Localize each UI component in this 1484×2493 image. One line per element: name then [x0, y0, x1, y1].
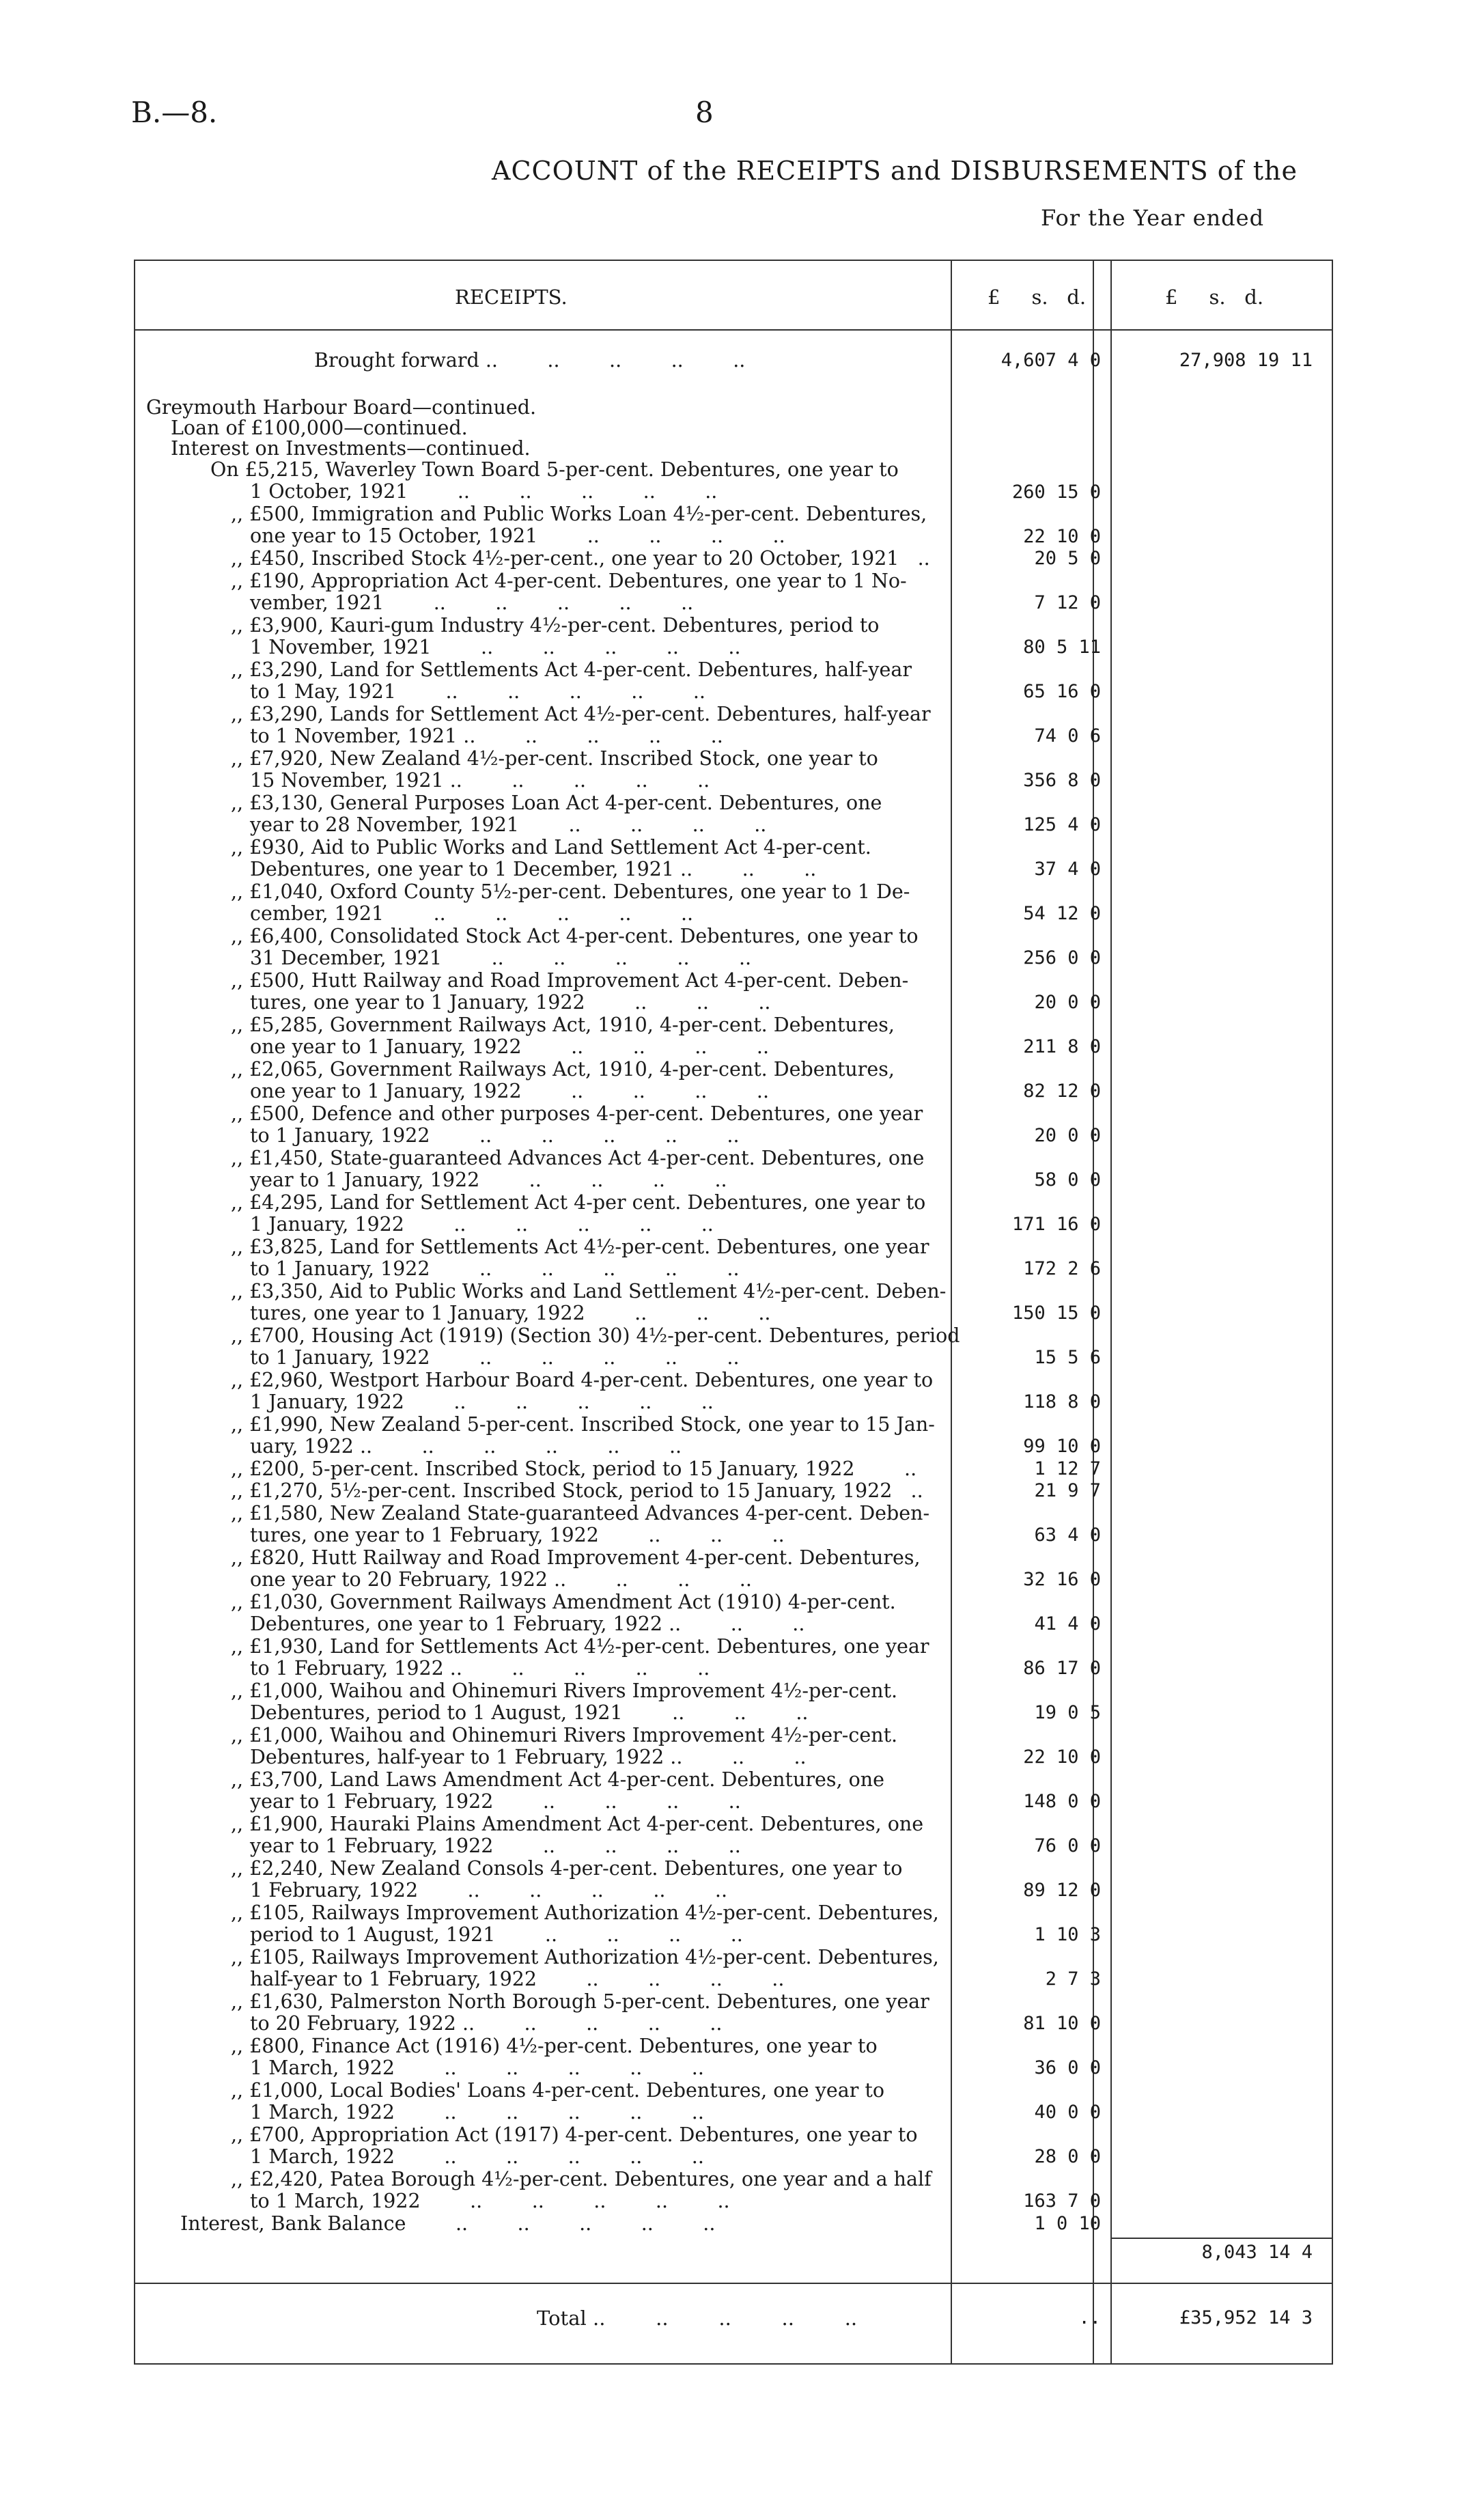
row-description-line: year to 1 February, 1922 .. .. .. ..	[250, 1834, 741, 1857]
row-description	[134, 748, 950, 792]
row-amount: 37 4 0	[1034, 859, 1101, 880]
row-description	[134, 2035, 950, 2079]
row-description	[134, 1236, 950, 1280]
row-description	[134, 1369, 950, 1413]
row-description-line: ,, £1,930, Land for Settlements Act 4½-per-cent. Debentures, one year	[231, 1634, 929, 1658]
row-amount: 148 0 0	[1023, 1791, 1101, 1812]
row-description-line: ,, £1,000, Waihou and Ohinemuri Rivers Improvement 4½-per-cent.	[231, 1723, 898, 1746]
row-amount: 86 17 0	[1023, 1658, 1101, 1679]
row-description	[134, 1480, 950, 1502]
row-description	[134, 792, 950, 836]
row-amount: 54 12 0	[1023, 903, 1101, 924]
brought-forward-amount2: 27,908 19 11	[1179, 350, 1313, 371]
row-amount: 211 8 0	[1023, 1036, 1101, 1057]
row-description-line: ,, £700, Housing Act (1919) (Section 30) 4½-per-cent. Debentures, period	[231, 1324, 960, 1347]
row-amount: 20 0 0	[1034, 992, 1101, 1013]
table-bottom-rule	[134, 2363, 1333, 2365]
row-description	[134, 1192, 950, 1236]
row-description-line: ,, £2,420, Patea Borough 4½-per-cent. Debentures, one year and a half	[231, 2167, 932, 2190]
row-description-line: 1 January, 1922 .. .. .. .. ..	[250, 1390, 714, 1413]
row-amount: 356 8 0	[1023, 770, 1101, 791]
row-description-line: one year to 1 January, 1922 .. .. .. ..	[250, 1079, 770, 1102]
row-description-line: ,, £2,960, Westport Harbour Board 4-per-cent. Debentures, one year to	[231, 1368, 934, 1391]
row-description-line: ,, £1,450, State-guaranteed Advances Act 4-per-cent. Debentures, one	[231, 1146, 925, 1169]
row-description	[134, 1458, 950, 1480]
row-description-line: ,, £105, Railways Improvement Authorization 4½-per-cent. Debentures,	[231, 1901, 939, 1924]
row-description-line: ,, £2,240, New Zealand Consols 4-per-cent. Debentures, one year to	[231, 1856, 903, 1880]
row-description	[134, 1991, 950, 2035]
row-amount: 7 12 0	[1034, 592, 1101, 613]
section-loan: Loan of £100,000—continued.	[171, 417, 468, 439]
row-amount: 172 2 6	[1023, 1258, 1101, 1279]
row-description-line: to 1 November, 1921 .. .. .. .. ..	[250, 724, 723, 747]
row-amount: 171 16 0	[1011, 1214, 1101, 1235]
row-description-line: ,, £1,040, Oxford County 5½-per-cent. Debentures, one year to 1 De-	[231, 880, 910, 903]
row-description-line: ,, £3,130, General Purposes Loan Act 4-per-cent. Debentures, one	[231, 791, 882, 814]
row-description-line: uary, 1922 .. .. .. .. .. ..	[250, 1434, 682, 1458]
row-description-line: ,, £3,825, Land for Settlements Act 4½-per-cent. Debentures, one year	[231, 1235, 929, 1258]
row-description-line: ,, £1,000, Waihou and Ohinemuri Rivers Improvement 4½-per-cent.	[231, 1679, 898, 1702]
row-description	[134, 881, 950, 925]
row-description	[134, 1324, 960, 1369]
row-description	[134, 1636, 950, 1680]
row-description-line: 1 October, 1921 .. .. .. .. ..	[250, 480, 718, 503]
brought-forward-label: Brought forward .. .. .. .. ..	[314, 349, 746, 372]
row-description-line: Debentures, period to 1 August, 1921 .. .. ..	[250, 1701, 809, 1724]
row-amount: 81 10 0	[1023, 2013, 1101, 2034]
col-header-amount1: £ s. d.	[988, 285, 1087, 309]
col-header-receipts: RECEIPTS.	[455, 285, 568, 309]
row-description-line: ,, £700, Appropriation Act (1917) 4-per-cent. Debentures, one year to	[231, 2123, 918, 2146]
page-subtitle: For the Year ended	[1041, 205, 1265, 231]
row-amount: 260 15 0	[1011, 481, 1101, 503]
row-description-line: to 1 May, 1921 .. .. .. .. ..	[250, 680, 705, 703]
row-description	[134, 837, 950, 880]
row-amount: 40 0 0	[1034, 2102, 1101, 2123]
page-number: 8	[695, 96, 714, 129]
bank-interest-label: Interest, Bank Balance .. .. .. .. ..	[180, 2212, 716, 2235]
col-header-amount2: £ s. d.	[1165, 285, 1264, 309]
row-description-line: to 1 March, 1922 .. .. .. .. ..	[250, 2189, 730, 2212]
row-description-line: ,, £1,630, Palmerston North Borough 5-per-cent. Debentures, one year	[231, 1990, 929, 2013]
row-amount: 65 16 0	[1023, 681, 1101, 702]
row-amount: 82 12 0	[1023, 1081, 1101, 1102]
row-description-line: ,, £1,030, Government Railways Amendment Act (1910) 4-per-cent.	[231, 1590, 896, 1613]
row-description-line: tures, one year to 1 January, 1922 .. .. ..	[250, 1301, 771, 1324]
row-description	[134, 1947, 950, 1990]
row-description-line: 31 December, 1921 .. .. .. .. ..	[250, 946, 752, 969]
row-description-line: year to 1 January, 1922 .. .. .. ..	[250, 1168, 727, 1191]
row-description-line: year to 28 November, 1921 .. .. .. ..	[250, 813, 767, 836]
row-description-line: year to 1 February, 1922 .. .. .. ..	[250, 1789, 741, 1813]
row-description-line: ,, £500, Hutt Railway and Road Improvement Act 4-per-cent. Deben-	[231, 969, 909, 992]
row-amount: 118 8 0	[1023, 1391, 1101, 1412]
row-description	[134, 2169, 950, 2212]
row-description	[134, 659, 950, 703]
row-amount: 22 10 0	[1023, 525, 1101, 547]
row-description-line: ,, £1,000, Local Bodies' Loans 4-per-cent. Debentures, one year to	[231, 2078, 884, 2102]
row-description-line: ,, £800, Finance Act (1916) 4½-per-cent. Debentures, one year to	[231, 2034, 878, 2057]
row-description-line: ,, £105, Railways Improvement Authorization 4½-per-cent. Debentures,	[231, 1945, 939, 1968]
row-amount: 99 10 0	[1023, 1436, 1101, 1457]
row-amount: 20 5 0	[1034, 548, 1101, 569]
row-amount: 36 0 0	[1034, 2057, 1101, 2078]
section-interest: Interest on Investments—continued.	[171, 437, 531, 460]
row-description-line: On £5,215, Waverley Town Board 5-per-cent. Debentures, one year to	[210, 458, 899, 481]
row-description	[134, 1414, 950, 1458]
row-description-line: ,, £1,990, New Zealand 5-per-cent. Inscribed Stock, one year to 15 Jan-	[231, 1412, 935, 1436]
page-title: ACCOUNT of the RECEIPTS and DISBURSEMENTS of the	[492, 156, 1298, 186]
row-description	[134, 925, 950, 969]
row-description-line: ,, £450, Inscribed Stock 4½-per-cent., one year to 20 October, 1921 ..	[231, 547, 930, 570]
row-amount: 15 5 6	[1034, 1347, 1101, 1368]
row-description-line: one year to 1 January, 1922 .. .. .. ..	[250, 1035, 770, 1058]
row-description-line: ,, £820, Hutt Railway and Road Improvement 4-per-cent. Debentures,	[231, 1546, 921, 1569]
row-description-line: ,, £3,700, Land Laws Amendment Act 4-per-cent. Debentures, one	[231, 1768, 884, 1791]
table-top-rule	[134, 260, 1333, 261]
row-description	[134, 548, 950, 570]
row-amount: 76 0 0	[1034, 1835, 1101, 1856]
row-description-line: half-year to 1 February, 1922 .. .. .. ..	[250, 1967, 785, 1990]
row-amount: 1 12 7	[1034, 1458, 1101, 1479]
brought-forward-row	[134, 350, 1333, 373]
row-description	[134, 1725, 950, 1768]
col-divider-1	[951, 260, 952, 2365]
row-description-line: 1 March, 1922 .. .. .. .. ..	[250, 2100, 704, 2123]
row-description	[134, 1014, 950, 1058]
bank-interest-amount: 1 0 10	[1034, 2212, 1101, 2234]
row-description-line: ,, £200, 5-per-cent. Inscribed Stock, period to 15 January, 1922 ..	[231, 1457, 917, 1480]
row-amount: 125 4 0	[1023, 814, 1101, 835]
row-description-line: ,, £5,285, Government Railways Act, 1910, 4-per-cent. Debentures,	[231, 1013, 895, 1036]
row-amount: 41 4 0	[1034, 1613, 1101, 1634]
row-description	[134, 1858, 950, 1902]
row-description-line: cember, 1921 .. .. .. .. ..	[250, 902, 694, 925]
subtotal-amount: 8,043 14 4	[1201, 2242, 1313, 2263]
row-description-line: ,, £500, Defence and other purposes 4-per-cent. Debentures, one year	[231, 1102, 923, 1125]
row-description-line: ,, £930, Aid to Public Works and Land Settlement Act 4-per-cent.	[231, 835, 871, 859]
row-amount: 28 0 0	[1034, 2146, 1101, 2167]
row-amount: 21 9 7	[1034, 1480, 1101, 1501]
row-amount: 2 7 3	[1045, 1968, 1101, 1990]
row-description-line: tures, one year to 1 January, 1922 .. .. ..	[250, 990, 771, 1014]
row-amount: 163 7 0	[1023, 2190, 1101, 2212]
row-description-line: to 20 February, 1922 .. .. .. .. ..	[250, 2011, 723, 2035]
header-bottom-rule	[134, 329, 1333, 331]
row-description	[134, 1591, 950, 1635]
row-description-line: ,, £500, Immigration and Public Works Loan 4½-per-cent. Debentures,	[231, 503, 927, 525]
col-divider-3	[1110, 260, 1112, 2365]
row-description-line: to 1 January, 1922 .. .. .. .. ..	[250, 1346, 740, 1369]
receipts-table	[134, 260, 1333, 2365]
row-amount: 1 10 3	[1034, 1924, 1101, 1945]
row-amount: 74 0 6	[1034, 725, 1101, 747]
row-description-line: one year to 15 October, 1921 .. .. .. ..	[250, 525, 785, 547]
row-description	[134, 1147, 950, 1191]
row-description	[134, 503, 950, 547]
row-description-line: tures, one year to 1 February, 1922 .. .. ..	[250, 1523, 785, 1546]
total-amount2: £35,952 14 3	[1179, 2307, 1313, 2328]
row-amount: 80 5 11	[1023, 637, 1101, 658]
row-description-line: ,, £4,295, Land for Settlement Act 4-per cent. Debentures, one year to	[231, 1190, 926, 1214]
total-amount1: ..	[1078, 2307, 1101, 2328]
row-description	[134, 615, 950, 658]
right-border	[1332, 260, 1333, 2365]
row-description-line: Debentures, one year to 1 December, 1921 .. .. ..	[250, 857, 817, 880]
row-amount: 63 4 0	[1034, 1524, 1101, 1546]
row-description-line: Debentures, half-year to 1 February, 1922 .. .. ..	[250, 1745, 807, 1768]
row-description	[134, 2124, 950, 2168]
row-description	[134, 1503, 950, 1546]
row-description-line: 15 November, 1921 .. .. .. .. ..	[250, 768, 710, 792]
row-description-line: vember, 1921 .. .. .. .. ..	[250, 591, 694, 614]
row-amount: 22 10 0	[1023, 1746, 1101, 1768]
row-description	[134, 1281, 950, 1324]
row-description-line: to 1 January, 1922 .. .. .. .. ..	[250, 1124, 740, 1147]
row-description	[134, 570, 950, 614]
row-description-line: ,, £1,900, Hauraki Plains Amendment Act 4-per-cent. Debentures, one	[231, 1812, 924, 1835]
section-board: Greymouth Harbour Board—continued.	[146, 396, 537, 419]
total-rule	[134, 2283, 1333, 2284]
row-description-line: ,, £3,350, Aid to Public Works and Land Settlement 4½-per-cent. Deben-	[231, 1279, 947, 1303]
row-amount: 256 0 0	[1023, 947, 1101, 969]
row-description-line: ,, £1,270, 5½-per-cent. Inscribed Stock, period to 15 January, 1922 ..	[231, 1479, 923, 1502]
row-description	[134, 1902, 950, 1946]
row-description-line: 1 March, 1922 .. .. .. .. ..	[250, 2056, 704, 2079]
page-ref: B.—8.	[131, 96, 218, 129]
row-description-line: 1 November, 1921 .. .. .. .. ..	[250, 635, 741, 658]
total-label: Total .. .. .. .. ..	[537, 2307, 858, 2330]
row-amount: 150 15 0	[1011, 1303, 1101, 1324]
row-description	[134, 459, 950, 503]
row-description-line: ,, £3,290, Lands for Settlement Act 4½-per-cent. Debentures, half-year	[231, 702, 931, 725]
row-description	[134, 1680, 950, 1724]
row-description	[134, 1059, 950, 1102]
row-description-line: one year to 20 February, 1922 .. .. .. ..	[250, 1568, 752, 1591]
row-description-line: ,, £3,290, Land for Settlements Act 4-per-cent. Debentures, half-year	[231, 658, 912, 681]
row-description-line: to 1 January, 1922 .. .. .. .. ..	[250, 1257, 740, 1280]
brought-forward-amount1: 4,607 4 0	[1000, 350, 1101, 371]
row-description	[134, 1769, 950, 1813]
row-amount: 19 0 5	[1034, 1702, 1101, 1723]
row-description-line: 1 March, 1922 .. .. .. .. ..	[250, 2145, 704, 2168]
row-description-line: 1 February, 1922 .. .. .. .. ..	[250, 1878, 728, 1902]
row-description-line: ,, £3,900, Kauri-gum Industry 4½-per-cent. Debentures, period to	[231, 613, 880, 637]
row-description-line: period to 1 August, 1921 .. .. .. ..	[250, 1923, 743, 1946]
row-description-line: 1 January, 1922 .. .. .. .. ..	[250, 1212, 714, 1236]
subtotal-rule	[1112, 2238, 1332, 2239]
row-description-line: ,, £6,400, Consolidated Stock Act 4-per-cent. Debentures, one year to	[231, 924, 919, 947]
row-amount: 89 12 0	[1023, 1880, 1101, 1901]
row-description-line: to 1 February, 1922 .. .. .. .. ..	[250, 1656, 710, 1680]
row-description	[134, 1103, 950, 1147]
row-description-line: ,, £1,580, New Zealand State-guaranteed Advances 4-per-cent. Deben-	[231, 1501, 930, 1524]
row-description	[134, 970, 950, 1014]
row-amount: 58 0 0	[1034, 1169, 1101, 1190]
row-description	[134, 1813, 950, 1857]
row-description	[134, 1547, 950, 1591]
row-description-line: ,, £7,920, New Zealand 4½-per-cent. Inscribed Stock, one year to	[231, 747, 878, 770]
row-description-line: ,, £2,065, Government Railways Act, 1910, 4-per-cent. Debentures,	[231, 1057, 895, 1081]
row-description-line: ,, £190, Appropriation Act 4-per-cent. Debentures, one year to 1 No-	[231, 569, 907, 592]
row-description-line: Debentures, one year to 1 February, 1922 .. .. ..	[250, 1612, 805, 1635]
row-description	[134, 2080, 950, 2123]
row-amount: 20 0 0	[1034, 1125, 1101, 1146]
row-description	[134, 704, 950, 747]
row-amount: 32 16 0	[1023, 1569, 1101, 1590]
